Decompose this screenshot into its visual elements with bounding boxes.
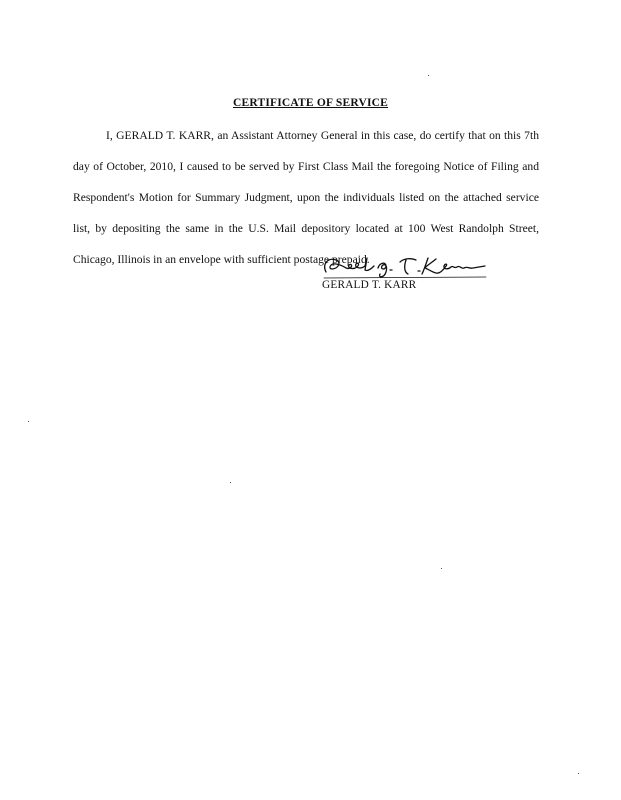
handwritten-signature: [320, 254, 488, 282]
scan-speck: [578, 773, 579, 774]
scan-speck: [28, 421, 29, 422]
signer-name: GERALD T. KARR: [322, 279, 417, 291]
scan-speck: [230, 482, 231, 483]
scan-speck: [441, 568, 442, 569]
certification-paragraph: I, GERALD T. KARR, an Assistant Attorney General in this case, do certify that on this 7th day of October, 2010, I caused to be served by First Class Mail the foregoing Notice of Filing and Respondent's Motion for Summary Judgment, upon the individuals listed on the attached service list, by depositing the same in the U.S. Mail depository located at 100 West Randolph Street, Chicago, Illinois in an envelope with sufficient postage prepaid.: [73, 129, 539, 266]
scan-speck: [428, 75, 429, 76]
certificate-title: CERTIFICATE OF SERVICE: [232, 97, 389, 109]
